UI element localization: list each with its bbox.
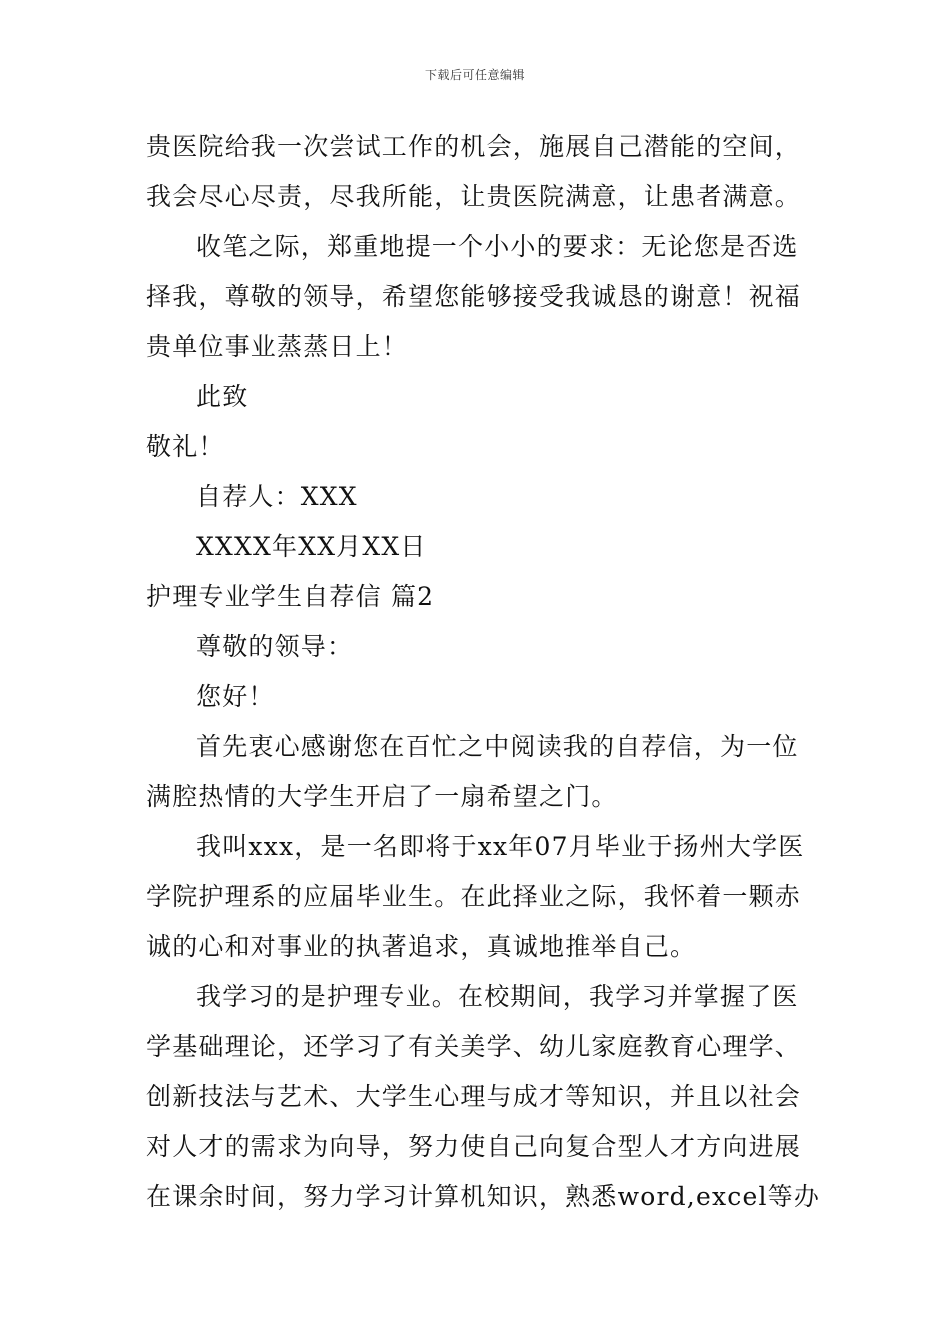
text-line: 此致 xyxy=(196,382,249,411)
text-line: 我会尽心尽责，尽我所能，让贵医院满意，让患者满意。 xyxy=(146,182,802,211)
text-line: 对人才的需求为向导，努力使自己向复合型人才方向进展 xyxy=(146,1132,802,1161)
date-line: XXXX年XX月XX日 xyxy=(196,532,427,561)
text-line: 贵医院给我一次尝试工作的机会，施展自己潜能的空间， xyxy=(146,132,802,161)
signature-line: 自荐人：XXX xyxy=(196,482,358,511)
text-line: 首先衷心感谢您在百忙之中阅读我的自荐信，为一位 xyxy=(196,732,799,761)
text-line: 我学习的是护理专业。在校期间，我学习并掌握了医 xyxy=(196,982,799,1011)
section-title: 护理专业学生自荐信 篇2 xyxy=(146,582,435,611)
document-body xyxy=(146,122,821,1222)
text-line: 诚的心和对事业的执著追求，真诚地推举自己。 xyxy=(146,932,697,961)
text-line: 学院护理系的应届毕业生。在此择业之际，我怀着一颗赤 xyxy=(146,882,802,911)
header-note: 下载后可任意编辑 xyxy=(424,68,525,82)
greeting: 您好！ xyxy=(196,682,275,711)
text-line: 在课余时间，努力学习计算机知识，熟悉word,excel等办 xyxy=(146,1182,821,1211)
text-line: 满腔热情的大学生开启了一扇希望之门。 xyxy=(146,782,618,811)
text-line: 学基础理论，还学习了有关美学、幼儿家庭教育心理学、 xyxy=(146,1032,802,1061)
salutation: 尊敬的领导： xyxy=(196,632,354,661)
text-line: 我叫xxx，是一名即将于xx年07月毕业于扬州大学医 xyxy=(196,832,805,861)
text-line: 收笔之际，郑重地提一个小小的要求：无论您是否选 xyxy=(196,232,799,261)
text-line: 创新技法与艺术、大学生心理与成才等知识，并且以社会 xyxy=(146,1082,802,1111)
text-line: 择我，尊敬的领导，希望您能够接受我诚恳的谢意！祝福 xyxy=(146,282,802,311)
text-line: 贵单位事业蒸蒸日上！ xyxy=(146,332,409,361)
text-line: 敬礼！ xyxy=(146,432,225,461)
